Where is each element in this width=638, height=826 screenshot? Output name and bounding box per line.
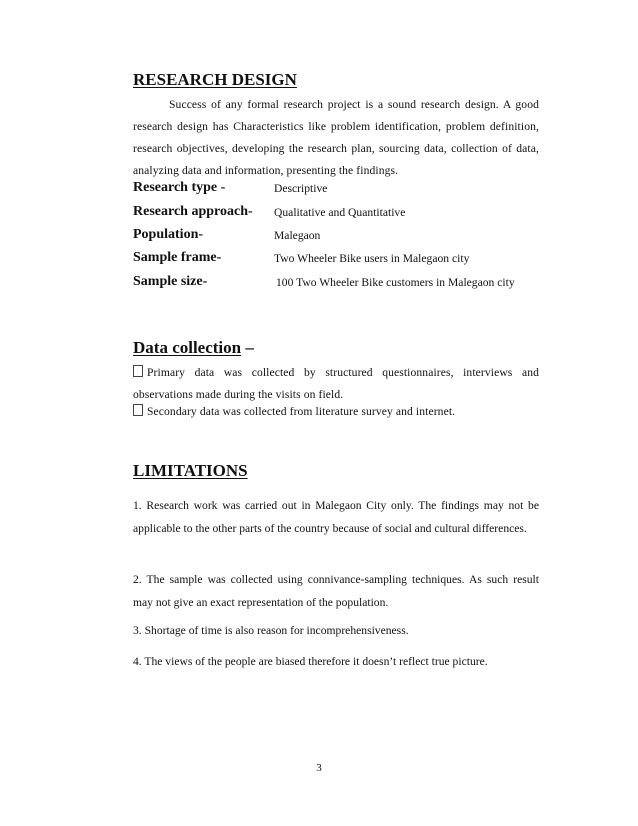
research-design-paragraph — [133, 94, 539, 182]
research-type-value: Descriptive — [274, 182, 328, 195]
bullet-box-icon — [133, 365, 143, 377]
page-number: 3 — [316, 762, 322, 774]
population-value: Malegaon — [274, 229, 321, 242]
sample-frame-value: Two Wheeler Bike users in Malegaon city — [274, 252, 470, 265]
data-collection-bullet-2 — [133, 401, 539, 423]
data-collection-bullet-1 — [133, 362, 539, 406]
limitations-heading: LIMITATIONS — [133, 461, 248, 480]
limitation-item-2: 2. The sample was collected using connivance-sampling techniques. As such result may not give an exact representation of the population. — [133, 573, 539, 609]
population-label: Population- — [133, 227, 204, 242]
limitation-item-4: 4. The views of the people are biased therefore it doesn’t reflect true picture. — [133, 655, 488, 668]
bullet-text: Secondary data was collected from literature survey and internet. — [147, 405, 456, 418]
data-collection-title: Data collection — [133, 338, 242, 357]
limitation-item-3: 3. Shortage of time is also reason for incomprehensiveness. — [133, 624, 409, 637]
limitation-item-1: 1. Research work was carried out in Malegaon City only. The findings may not be applicable to the other parts of the country because of social and cultural differences. — [133, 499, 539, 535]
research-type-label: Research type - — [133, 180, 226, 195]
data-collection-dash: – — [241, 338, 254, 357]
data-collection-heading — [133, 338, 254, 358]
paragraph-rest: research design has Characteristics like problem identification, problem definition, research objectives, developing the research plan, sourcing data, collection of data, analyzing data and information, presenting the findings. — [133, 120, 539, 177]
paragraph-line-1: Success of any formal research project is a sound research design. A good — [169, 98, 539, 111]
sample-frame-label: Sample frame- — [133, 250, 222, 265]
sample-size-label: Sample size- — [133, 274, 208, 289]
bullet-box-icon — [133, 404, 143, 416]
sample-size-value: 100 Two Wheeler Bike customers in Malegaon city — [276, 276, 515, 289]
research-design-heading: RESEARCH DESIGN — [133, 70, 297, 89]
research-approach-value: Qualitative and Quantitative — [274, 206, 406, 219]
bullet-text: Primary data was collected by structured questionnaires, interviews and observations made during the visits on field. — [133, 366, 539, 401]
research-approach-label: Research approach- — [133, 204, 253, 219]
